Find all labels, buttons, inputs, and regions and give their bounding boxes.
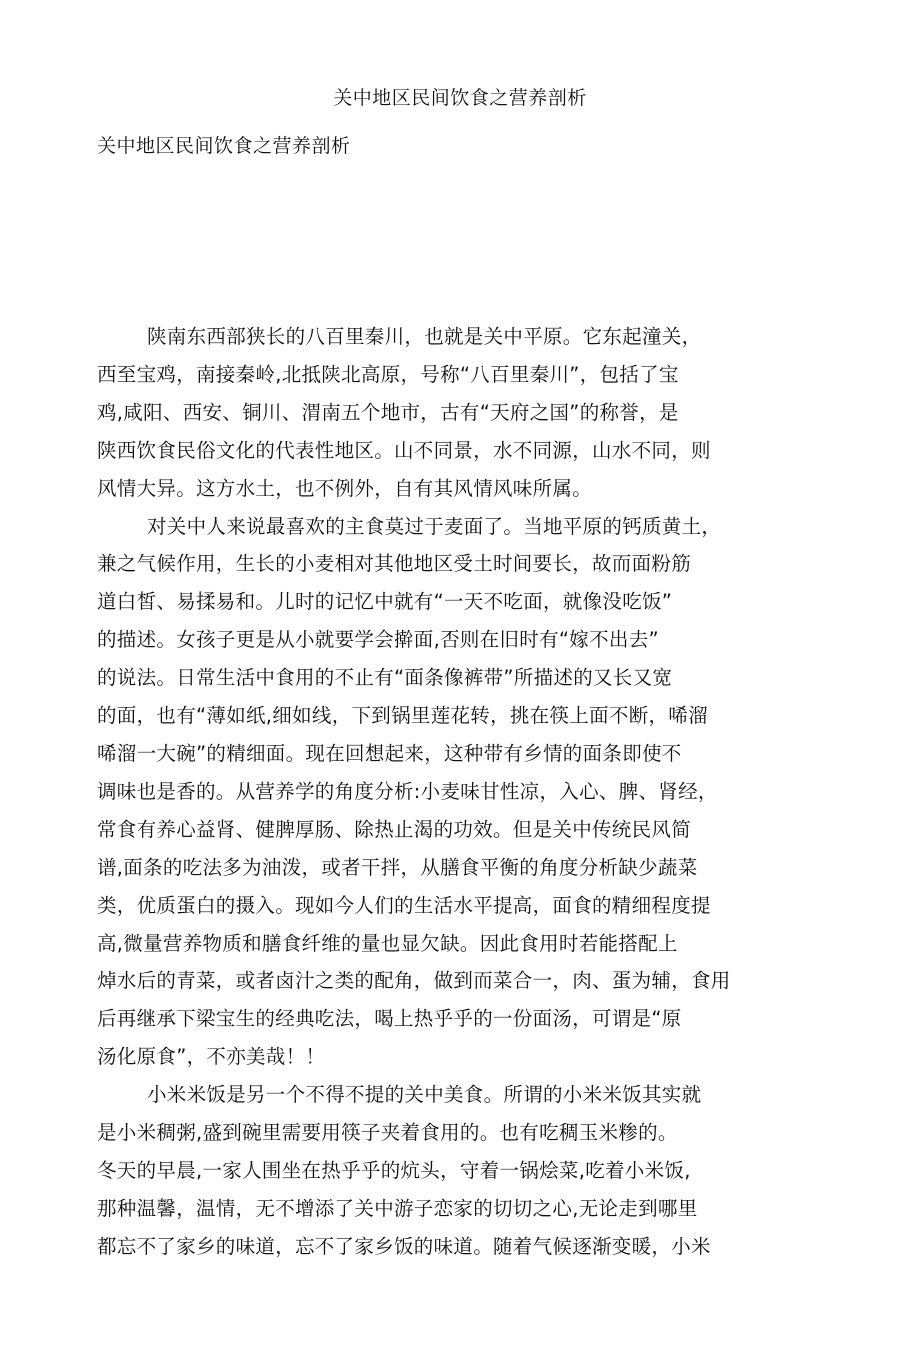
paragraph-line: 西至宝鸡，南接秦岭,北抵陕北高原，号称“八百里秦川”，包括了宝: [97, 362, 679, 386]
paragraph-line: 是小米稠粥,盛到碗里需要用筷子夹着食用的。也有吃稠玉米糁的。: [97, 1121, 678, 1145]
paragraph-line: 都忘不了家乡的味道，忘不了家乡饭的味道。随着气候逐渐变暖，小米: [97, 1234, 711, 1258]
paragraph-line: 对关中人来说最喜欢的主食莫过于麦面了。当地平原的钙质黄土，: [147, 514, 722, 538]
paragraph-line: 风情大异。这方水土，也不例外，自有其风情风味所属。: [97, 476, 593, 500]
document-title: 关中地区民间饮食之营养剖析: [333, 87, 587, 109]
paragraph-3: [97, 1076, 827, 1266]
paragraph-line: 后再继承下梁宝生的经典吃法，喝上热乎乎的一份面汤，可谓是“原: [97, 1007, 682, 1031]
paragraph-line: 冬天的早晨,一家人围坐在热乎乎的炕头，守着一锅烩菜,吃着小米饭,: [97, 1158, 691, 1182]
paragraph-line: 的说法。日常生活中食用的不止有“面条像裤带”所描述的又长又宽: [97, 666, 673, 690]
paragraph-line: 兼之气候作用，生长的小麦相对其他地区受土时间要长，故而面粉筋: [97, 552, 692, 576]
paragraph-line: 陕西饮食民俗文化的代表性地区。山不同景，水不同源，山水不同，则: [97, 438, 711, 462]
paragraph-line: 的描述。女孩子更是从小就要学会擀面,否则在旧时有“嫁不出去”: [97, 628, 659, 652]
paragraph-1: [97, 318, 827, 508]
paragraph-line: 类，优质蛋白的摄入。现如今人们的生活水平提高，面食的精细程度提: [97, 893, 711, 917]
paragraph-line: 小米米饭是另一个不得不提的关中美食。所谓的小米米饭其实就: [147, 1083, 702, 1107]
paragraph-line: 唏溜一大碗”的精细面。现在回想起来，这种带有乡情的面条即使不: [97, 741, 682, 765]
paragraph-line: 汤化原食”，不亦美哉！！: [97, 1045, 326, 1069]
paragraph-line: 调味也是香的。从营养学的角度分析:小麦味甘性凉，入心、脾、肾经，: [97, 779, 718, 803]
document-subtitle: 关中地区民间饮食之营养剖析: [97, 135, 351, 157]
paragraph-line: 谱,面条的吃法多为油泼，或者干拌，从膳食平衡的角度分析缺少蔬菜: [97, 855, 698, 879]
paragraph-line: 道白皙、易揉易和。儿时的记忆中就有“一天不吃面，就像没吃饭”: [97, 590, 673, 614]
paragraph-line: 常食有养心益肾、健脾厚肠、除热止渴的功效。但是关中传统民风简: [97, 817, 692, 841]
paragraph-line: 那种温馨，温情，无不增添了关中游子恋家的切切之心,无论走到哪里: [97, 1196, 698, 1220]
paragraph-line: 焯水后的青菜，或者卤汁之类的配角，做到而菜合一，肉、蛋为辅，食用: [97, 969, 731, 993]
paragraph-line: 的面，也有“薄如纸,细如线，下到锅里莲花转，挑在筷上面不断，唏溜: [97, 704, 708, 728]
paragraph-line: 陕南东西部狭长的八百里秦川，也就是关中平原。它东起潼关，: [147, 325, 702, 348]
paragraph-line: 高,微量营养物质和膳食纤维的量也显欠缺。因此食用时若能搭配上: [97, 931, 678, 955]
paragraph-line: 鸡,咸阳、西安、铜川、渭南五个地市，古有“天府之国”的称誉，是: [97, 400, 679, 424]
paragraph-2: [97, 508, 827, 1077]
document-body: [97, 318, 827, 1266]
